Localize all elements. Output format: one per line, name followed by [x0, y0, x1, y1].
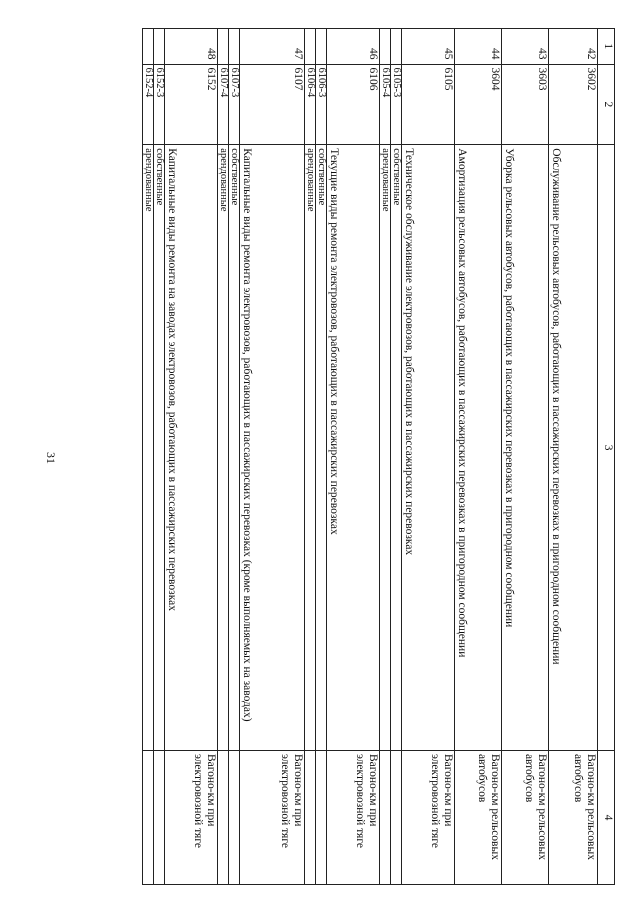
table-row [549, 29, 598, 885]
table-row [402, 29, 455, 885]
table-row [455, 29, 502, 885]
row-code: 6152-3 [154, 64, 165, 145]
cost-items-table [142, 28, 615, 885]
row-unit [391, 750, 402, 884]
row-description: Капитальные виды ремонта на заводах электровозов, работающих в пассажирских перевозках [165, 145, 218, 751]
table-row [502, 29, 549, 885]
row-unit: Вагоно-км рельсовых автобусов [455, 750, 502, 884]
row-number: 47 [240, 29, 305, 65]
row-description: арендованные [143, 145, 154, 751]
row-number: 42 [549, 29, 598, 65]
row-description: Обслуживание рельсовых автобусов, работающих в пассажирских перевозках в пригородном сообщении [549, 145, 598, 751]
row-unit: Вагоно-км при электровозной тяге [327, 750, 380, 884]
page-number: 31 [44, 452, 58, 464]
row-unit [229, 750, 240, 884]
row-description: Амортизация рельсовых автобусов, работающих в пассажирских перевозках в пригородном сообщении [455, 145, 502, 751]
row-code: 6105 [402, 64, 455, 145]
row-number [229, 29, 240, 65]
row-description: Текущие виды ремонта электровозов, работающих в пассажирских перевозках [327, 145, 380, 751]
row-number: 43 [502, 29, 549, 65]
row-code: 3602 [549, 64, 598, 145]
row-description: собственные [316, 145, 327, 751]
table-row [327, 29, 380, 885]
row-description: Уборка рельсовых автобусов, работающих в пассажирских перевозках в пригородном сообщении [502, 145, 549, 751]
row-description: собственные [391, 145, 402, 751]
table-row [240, 29, 305, 885]
table-subrow [143, 29, 154, 885]
row-unit [316, 750, 327, 884]
table-row [165, 29, 218, 885]
row-number: 45 [402, 29, 455, 65]
row-description: Техническое обслуживание электровозов, работающих в пассажирских перевозках [402, 145, 455, 751]
row-number [380, 29, 391, 65]
row-code: 6107 [240, 64, 305, 145]
row-description: арендованные [305, 145, 316, 751]
row-unit: Вагоно-км рельсовых автобусов [502, 750, 549, 884]
header-col-2: 2 [598, 64, 615, 145]
header-col-4: 4 [598, 750, 615, 884]
table-header-row [598, 29, 615, 885]
row-code: 6107-4 [218, 64, 229, 145]
row-description: Капитальные виды ремонта электровозов, работающих в пассажирских перевозках (кроме выполняемых на заводах) [240, 145, 305, 751]
table-subrow [305, 29, 316, 885]
table-subrow [229, 29, 240, 885]
row-unit: Вагоно-км при электровозной тяге [165, 750, 218, 884]
row-code: 6106 [327, 64, 380, 145]
header-col-3: 3 [598, 145, 615, 751]
row-number: 48 [165, 29, 218, 65]
row-code: 3604 [455, 64, 502, 145]
row-code: 6107-3 [229, 64, 240, 145]
row-number [143, 29, 154, 65]
row-code: 3603 [502, 64, 549, 145]
row-unit [143, 750, 154, 884]
row-number [391, 29, 402, 65]
row-description: арендованные [380, 145, 391, 751]
row-number: 44 [455, 29, 502, 65]
row-unit: Вагоно-км при электровозной тяге [240, 750, 305, 884]
row-code: 6105-4 [380, 64, 391, 145]
header-col-1: 1 [598, 29, 615, 65]
row-code: 6105-3 [391, 64, 402, 145]
row-number [154, 29, 165, 65]
row-unit [380, 750, 391, 884]
row-description: арендованные [218, 145, 229, 751]
row-unit: Вагоно-км при электровозной тяге [402, 750, 455, 884]
row-number: 46 [327, 29, 380, 65]
table-subrow [316, 29, 327, 885]
row-number [218, 29, 229, 65]
row-unit [305, 750, 316, 884]
row-unit [218, 750, 229, 884]
table-subrow [154, 29, 165, 885]
row-unit [154, 750, 165, 884]
table-subrow [391, 29, 402, 885]
table-subrow [380, 29, 391, 885]
row-description: собственные [229, 145, 240, 751]
row-code: 6152-4 [143, 64, 154, 145]
table-subrow [218, 29, 229, 885]
row-code: 6152 [165, 64, 218, 145]
row-number [305, 29, 316, 65]
row-code: 6106-4 [305, 64, 316, 145]
row-number [316, 29, 327, 65]
row-unit: Вагоно-км рельсовых автобусов [549, 750, 598, 884]
rotated-table-sheet [85, 28, 615, 885]
row-code: 6106-3 [316, 64, 327, 145]
row-description: собственные [154, 145, 165, 751]
